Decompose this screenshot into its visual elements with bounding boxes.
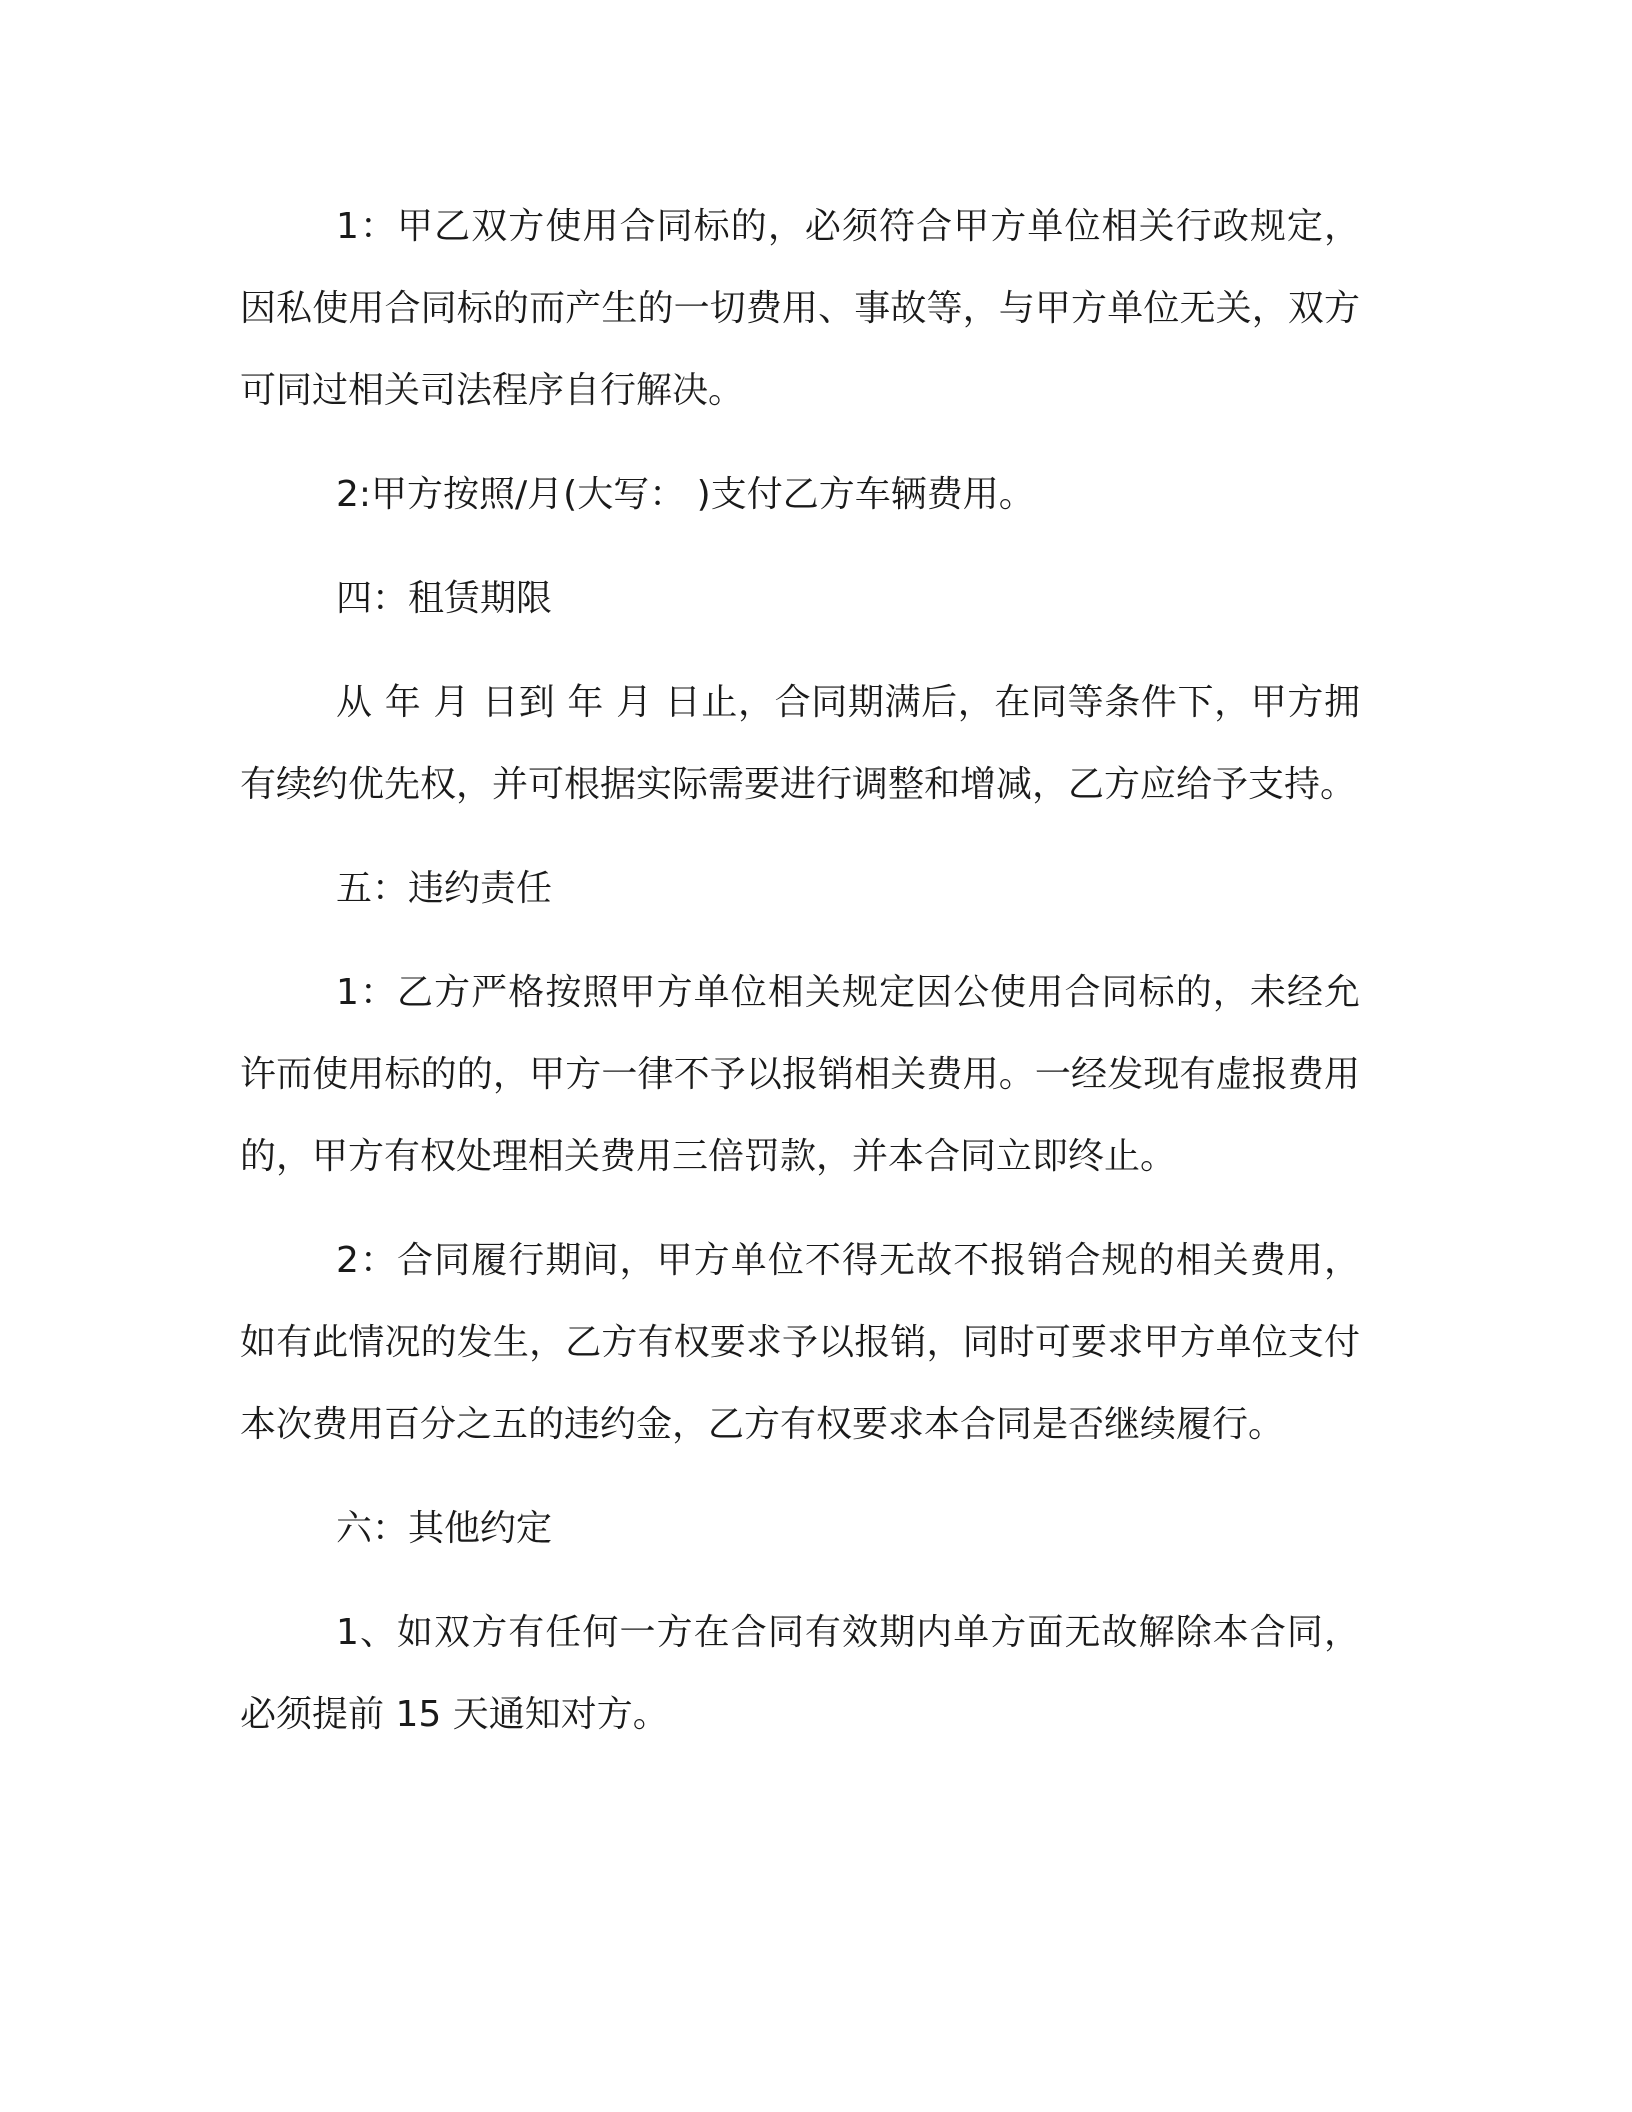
section-heading-other-agreements: 六：其他约定 [336, 1508, 553, 1549]
section-heading-breach-liability: 五：违约责任 [336, 868, 553, 909]
lease-term-paragraph: 从 年 月 日到 年 月 日止，合同期满后，在同等条件下，甲方拥有续约优先权，并可根据实际需要进行调整和增减，乙方应给予支持。 [240, 682, 1360, 805]
other-agreement-clause-1: 1、如双方有任何一方在合同有效期内单方面无故解除本合同，必须提前 15 天通知对方。 [240, 1612, 1360, 1735]
document-body [240, 186, 1360, 1778]
breach-clause-2: 2：合同履行期间，甲方单位不得无故不报销合规的相关费用，如有此情况的发生，乙方有权要求予以报销，同时可要求甲方单位支付本次费用百分之五的违约金，乙方有权要求本合同是否继续履行。 [240, 1240, 1360, 1445]
section-heading-lease-term: 四：租赁期限 [336, 578, 553, 619]
clause-2-monthly-payment: 2:甲方按照/月(大写： )支付乙方车辆费用。 [336, 474, 1035, 515]
breach-clause-1: 1：乙方严格按照甲方单位相关规定因公使用合同标的，未经允许而使用标的的，甲方一律不予以报销相关费用。一经发现有虚报费用的，甲方有权处理相关费用三倍罚款，并本合同立即终止。 [240, 972, 1360, 1177]
clause-1-private-use: 1：甲乙双方使用合同标的，必须符合甲方单位相关行政规定，因私使用合同标的而产生的一切费用、事故等，与甲方单位无关，双方可同过相关司法程序自行解决。 [240, 206, 1360, 411]
